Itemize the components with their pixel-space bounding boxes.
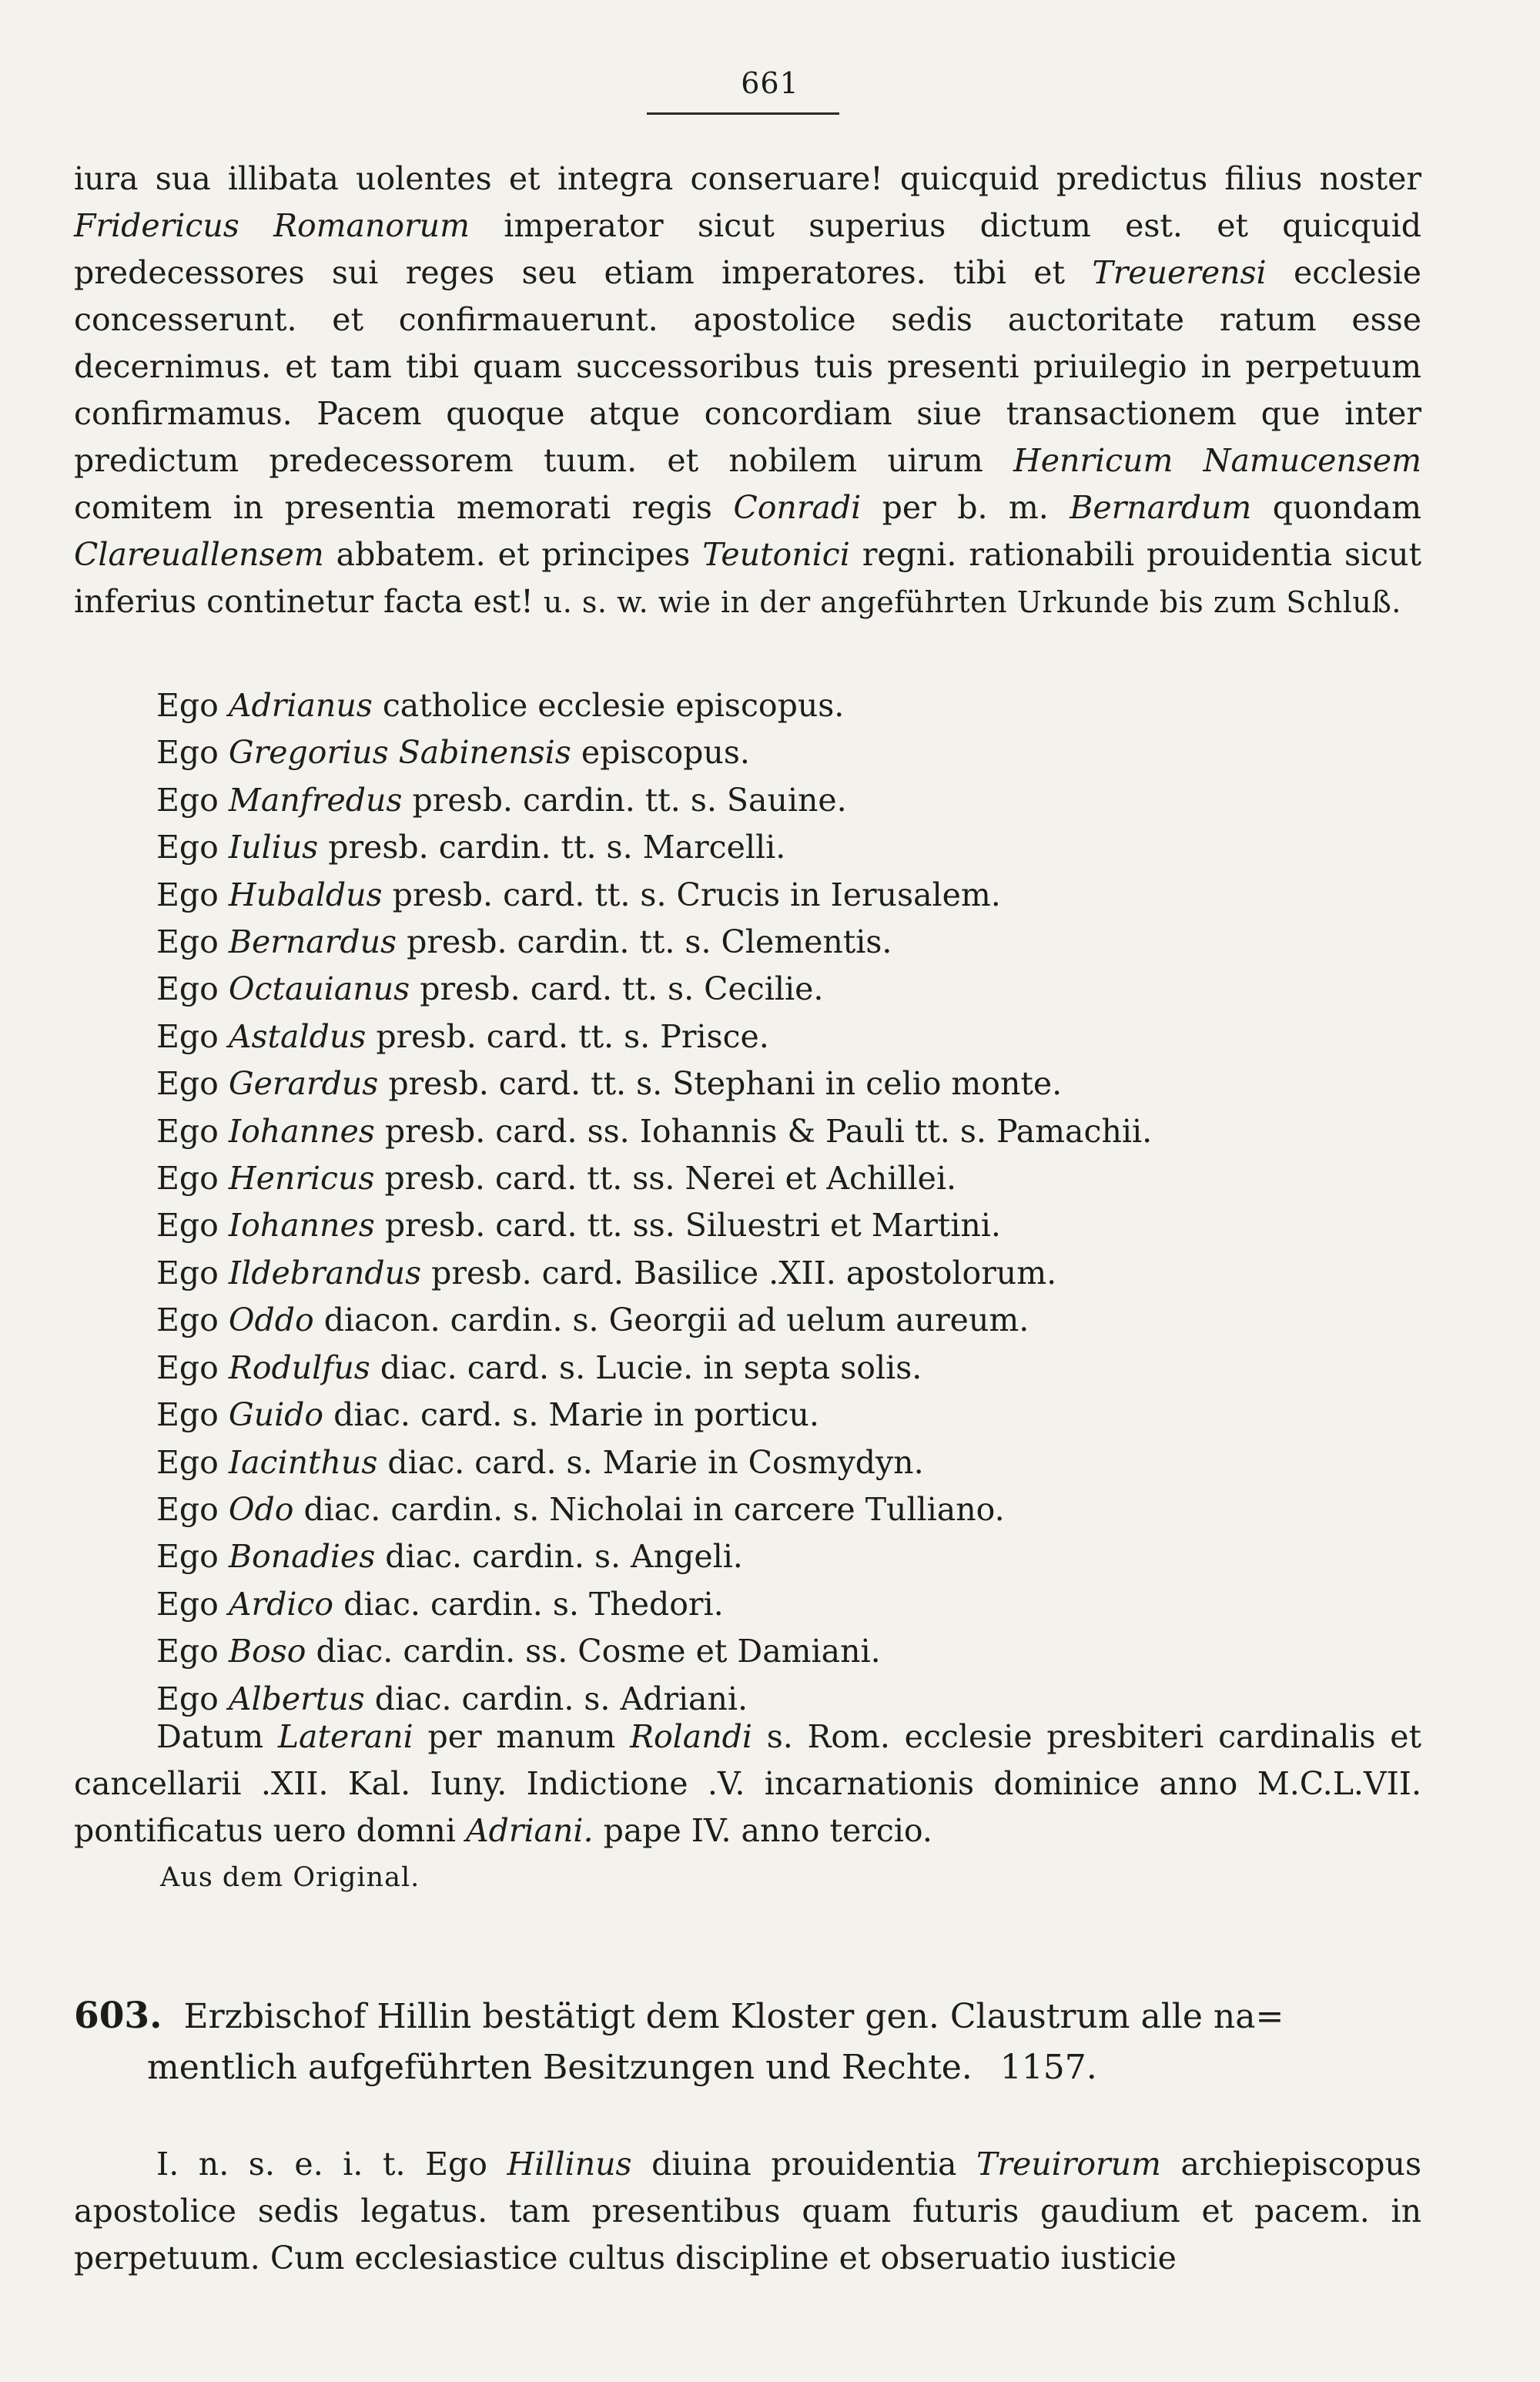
signatory-title: presb. card. tt. s. Stephani in celio monte. [388,1065,1063,1103]
signature-line [156,1439,1419,1486]
signature-ego: Ego [156,1680,219,1717]
signature-ego: Ego [156,1160,219,1198]
signatory-title: diacon. cardin. s. Georgii ad uelum aureum. [323,1302,1029,1339]
person-name: Adriani. [465,1812,594,1849]
document-body [74,2141,1421,2282]
place-name: Clareuallensem [74,536,324,573]
signatory-name: Iohannes [228,1112,375,1150]
signature-ego: Ego [156,1348,219,1386]
person-name: Fridericus Romanorum [74,207,470,244]
source-note: Aus dem Original. [160,1862,420,1893]
signature-line [156,1202,1419,1249]
signature-ego: Ego [156,970,219,1008]
person-name: Bernardum [1070,489,1252,526]
signature-line [156,1108,1419,1155]
signatory-title: diac. cardin. s. Thedori. [343,1585,724,1623]
signature-ego: Ego [156,1112,219,1150]
signature-line [156,919,1419,966]
person-name: Hillinus [507,2146,632,2183]
signatory-name: Iohannes [228,1207,375,1245]
signatory-name: Guido [228,1396,324,1434]
signatory-name: Hubaldus [228,876,383,913]
document-number: 603. [74,1995,162,2037]
signatory-name: Gregorius Sabinensis [228,734,571,772]
signatory-name: Odo [228,1490,294,1528]
signatory-title: catholice ecclesie episcopus. [382,687,845,724]
document-title-line-2: mentlich aufgeführten Besitzungen und Rechte. [147,2048,973,2087]
signatory-name: Rodulfus [228,1348,370,1386]
signature-line [156,1060,1419,1107]
signature-ego: Ego [156,876,219,913]
text-segment: iura sua illibata uolentes et integra conseruare! quicquid predictus filius noster [74,160,1421,197]
text-segment: pape IV. anno tercio. [593,1812,932,1849]
signature-list [156,682,1419,1723]
signature-ego: Ego [156,1017,219,1055]
signatory-title: presb. card. tt. ss. Siluestri et Martini. [384,1207,1001,1245]
signatory-title: diac. card. s. Marie in Cosmydyn. [387,1443,924,1481]
signatory-title: diac. cardin. s. Angeli. [385,1538,743,1576]
signatory-name: Manfredus [228,781,403,819]
signature-line [156,1297,1419,1344]
text-segment: imperator sicut superius dictum est. et quicquid predecessores sui reges seu etiam imperatores. tibi et [74,207,1422,291]
text-segment: per b. m. [861,489,1070,526]
signature-ego: Ego [156,923,219,961]
signature-line [156,1345,1419,1392]
place-name: Treuirorum [976,2146,1161,2183]
signatory-title: presb. card. tt. ss. Nerei et Achillei. [384,1160,957,1198]
signature-ego: Ego [156,1538,219,1576]
signatory-name: Astaldus [228,1017,367,1055]
signature-line [156,1392,1419,1439]
continuation-text [74,156,1421,626]
signatory-title: presb. card. ss. Iohannis & Pauli tt. s. Pamachii. [384,1112,1153,1150]
page-number: 661 [741,66,799,100]
signatory-title: diac. card. s. Marie in porticu. [333,1396,819,1434]
signature-line [156,1486,1419,1533]
signatory-title: presb. card. tt. s. Crucis in Ierusalem. [392,876,1001,913]
signature-line [156,1628,1419,1675]
signatory-title: episcopus. [581,734,750,772]
text-segment: s. Rom. ecclesie presbiteri cardinalis et cancellarii .XII. Kal. Iuny. Indictione .V. incarnationis dominice anno M.C.L.VII. pontificatus uero domni [74,1718,1422,1849]
signature-ego: Ego [156,829,219,866]
signature-line [156,777,1419,824]
signature-line [156,1155,1419,1202]
signature-ego: Ego [156,734,219,772]
document-title-line-1: Erzbischof Hillin bestätigt dem Kloster gen. Claustrum alle na= [183,1997,1284,2036]
signatory-name: Bernardus [228,923,397,961]
person-name: Rolandi [630,1718,752,1755]
document-heading [74,1991,1421,2093]
signatory-title: presb. card. tt. s. Cecilie. [420,970,824,1008]
text-segment: I. n. s. e. i. t. Ego [156,2146,507,2183]
place-name: Teutonici [702,536,850,573]
signature-ego: Ego [156,687,219,724]
signatory-name: Iacinthus [228,1443,378,1481]
signatory-name: Gerardus [228,1065,379,1103]
signatory-title: presb. cardin. tt. s. Sauine. [412,781,847,819]
signature-ego: Ego [156,1302,219,1339]
signatory-title: diac. card. s. Lucie. in septa solis. [380,1348,922,1386]
signature-line [156,729,1419,776]
signatory-title: diac. cardin. s. Adriani. [374,1680,748,1717]
signature-line [156,1533,1419,1580]
text-segment: per manum [413,1718,631,1755]
signature-ego: Ego [156,781,219,819]
text-segment: Datum [156,1718,278,1755]
signatory-name: Bonadies [228,1538,376,1576]
signatory-title: presb. cardin. tt. s. Marcelli. [328,829,786,866]
signatory-name: Iulius [228,829,319,866]
signature-ego: Ego [156,1443,219,1481]
signature-line [156,1581,1419,1628]
place-name: Laterani [277,1718,413,1755]
dating-clause [74,1714,1421,1854]
text-segment: regni. rationabili prouidentia sicut inferius continetur facta est! [74,536,1421,620]
signatory-title: diac. cardin. ss. Cosme et Damiani. [316,1633,881,1670]
text-segment: archiepiscopus apostolice sedis legatus. tam presentibus quam futuris gaudium et pacem. in perpetuum. Cum ecclesiastice cultus discipline et obseruatio iusticie [74,2146,1421,2276]
signatory-name: Boso [228,1633,306,1670]
signature-ego: Ego [156,1065,219,1103]
signature-ego: Ego [156,1490,219,1528]
header-rule [647,112,839,115]
signatory-name: Ildebrandus [228,1254,422,1292]
signature-ego: Ego [156,1396,219,1434]
text-segment: ecclesie concesserunt. et confirmauerunt. apostolice sedis auctoritate ratum esse decernimus. et tam tibi quam successoribus tuis presenti priuilegio in perpetuum confirmamus. Pacem quoque atque concordiam siue transactionem que inter predictum predecessorem tuum. et nobilem uirum [74,254,1421,479]
place-name: Treuerensi [1092,254,1267,291]
signature-line [156,872,1419,919]
signatory-title: presb. cardin. tt. s. Clementis. [407,923,892,961]
text-segment: diuina prouidentia [631,2146,976,2183]
editorial-note: u. s. w. wie in der angeführten Urkunde bis zum Schluß. [543,585,1401,619]
signatory-name: Adrianus [228,687,373,724]
person-name: Henricum Namucensem [1013,442,1421,479]
signatory-name: Albertus [228,1680,365,1717]
signature-line [156,682,1419,729]
signature-ego: Ego [156,1585,219,1623]
text-segment: comitem in presentia memorati regis [74,489,734,526]
signature-line [156,1013,1419,1060]
signatory-title: presb. card. Basilice .XII. apostolorum. [431,1254,1057,1292]
signatory-name: Octauianus [228,970,410,1008]
signatory-title: presb. card. tt. s. Prisce. [376,1017,769,1055]
signature-line [156,1250,1419,1297]
signature-line [156,966,1419,1013]
signatory-name: Ardico [228,1585,334,1623]
document-year: 1157. [999,2048,1097,2087]
signature-ego: Ego [156,1633,219,1670]
signatory-title: diac. cardin. s. Nicholai in carcere Tulliano. [303,1490,1005,1528]
person-name: Conradi [733,489,862,526]
signature-line [156,824,1419,871]
text-segment: quondam [1251,489,1422,526]
signatory-name: Oddo [228,1302,314,1339]
signatory-name: Henricus [228,1160,375,1198]
signature-ego: Ego [156,1254,219,1292]
signature-ego: Ego [156,1207,219,1245]
text-segment: abbatem. et principes [323,536,703,573]
